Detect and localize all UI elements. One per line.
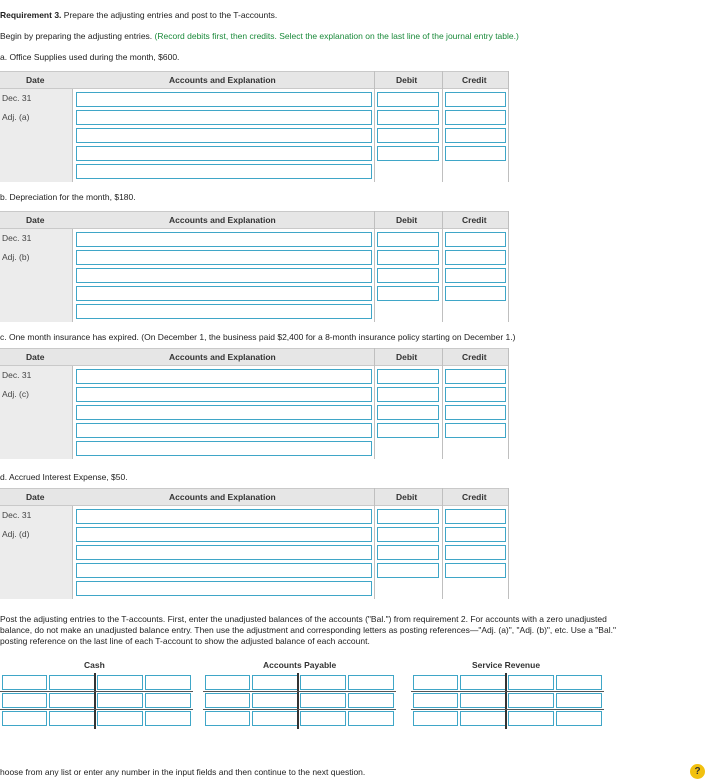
entry-b-ref: Adj. (b) — [2, 252, 30, 262]
taccount-accounts-payable-input[interactable] — [300, 693, 346, 708]
taccount-service-revenue-rule — [411, 691, 604, 692]
taccount-service-revenue-input[interactable] — [556, 711, 602, 726]
header-date: Date — [26, 492, 45, 502]
taccount-cash-input[interactable] — [97, 693, 143, 708]
entry-b-account-input[interactable] — [76, 232, 372, 247]
entry-c-ref: Adj. (c) — [2, 389, 29, 399]
entry-c-date: Dec. 31 — [2, 370, 32, 380]
taccount-cash-input[interactable] — [2, 711, 47, 726]
taccount-cash-input[interactable] — [49, 675, 95, 690]
taccount-accounts-payable-input[interactable] — [205, 711, 250, 726]
taccount-service-revenue-title: Service Revenue — [472, 660, 541, 670]
entry-a-account-input[interactable] — [76, 128, 372, 143]
taccount-cash-title: Cash — [84, 660, 105, 670]
taccount-accounts-payable-input[interactable] — [205, 693, 250, 708]
requirement-heading — [0, 10, 277, 20]
entry-c-account-input[interactable] — [76, 405, 372, 420]
header-date: Date — [26, 75, 45, 85]
entry-d-header — [0, 488, 509, 506]
entry-a-credit-input[interactable] — [445, 128, 506, 143]
entry-d-account-input[interactable] — [76, 581, 372, 596]
entry-d-debit-input[interactable] — [377, 509, 439, 524]
entry-b-header — [0, 211, 509, 229]
header-date: Date — [26, 215, 45, 225]
entry-a-account-input[interactable] — [76, 146, 372, 161]
taccount-accounts-payable-input[interactable] — [252, 675, 298, 690]
footer-instruction: hoose from any list or enter any number in the input fields and then continue to the next question. — [0, 767, 366, 777]
entry-b-account-input[interactable] — [76, 250, 372, 265]
entry-c-debit-input[interactable] — [377, 423, 439, 438]
entry-c-account-input[interactable] — [76, 423, 372, 438]
taccount-service-revenue-input[interactable] — [460, 711, 506, 726]
taccount-service-revenue-input[interactable] — [556, 693, 602, 708]
taccount-cash-input[interactable] — [49, 711, 95, 726]
entry-d-credit-input[interactable] — [445, 545, 506, 560]
entry-d-date: Dec. 31 — [2, 510, 32, 520]
taccount-cash-input[interactable] — [97, 675, 143, 690]
entry-d-credit-input[interactable] — [445, 509, 506, 524]
entry-b-debit-input[interactable] — [377, 232, 439, 247]
post-instructions-line1: Post the adjusting entries to the T-accounts. First, enter the unadjusted balances of the accounts ("Bal.") from requirement 2. For accounts with a zero unadjusted — [0, 614, 607, 624]
instructions — [0, 31, 519, 41]
taccount-cash-input[interactable] — [49, 693, 95, 708]
entry-b-debit-input[interactable] — [377, 250, 439, 265]
entry-c-header — [0, 348, 509, 366]
entry-d-account-input[interactable] — [76, 545, 372, 560]
header-credit: Credit — [462, 215, 487, 225]
entry-d-title: d. Accrued Interest Expense, $50. — [0, 472, 128, 482]
instructions-green: (Record debits first, then credits. Select the explanation on the last line of the journal entry table.) — [154, 31, 519, 41]
entry-a-credit-input[interactable] — [445, 146, 506, 161]
entry-c-credit-input[interactable] — [445, 369, 506, 384]
header-credit: Credit — [462, 492, 487, 502]
entry-b-credit-input[interactable] — [445, 268, 506, 283]
taccount-accounts-payable-input[interactable] — [252, 711, 298, 726]
entry-c-title: c. One month insurance has expired. (On December 1, the business paid $2,400 for a 8-month insurance policy starting on December 1.) — [0, 332, 516, 342]
taccount-accounts-payable-input[interactable] — [300, 711, 346, 726]
entry-d-ref: Adj. (d) — [2, 529, 30, 539]
header-accounts: Accounts and Explanation — [169, 75, 276, 85]
entry-b-title: b. Depreciation for the month, $180. — [0, 192, 136, 202]
entry-c-credit-input[interactable] — [445, 423, 506, 438]
taccount-cash-input[interactable] — [145, 693, 191, 708]
entry-a-account-input[interactable] — [76, 164, 372, 179]
taccount-cash-input[interactable] — [2, 675, 47, 690]
requirement-label: Requirement 3. — [0, 10, 62, 20]
entry-d-account-input[interactable] — [76, 563, 372, 578]
taccount-cash-input[interactable] — [145, 711, 191, 726]
header-credit: Credit — [462, 352, 487, 362]
header-debit: Debit — [396, 352, 418, 362]
taccount-cash-input[interactable] — [145, 675, 191, 690]
entry-b-credit-input[interactable] — [445, 286, 506, 301]
taccount-cash-rule — [0, 691, 193, 692]
entry-a-header — [0, 71, 509, 89]
taccount-accounts-payable-input[interactable] — [300, 675, 346, 690]
taccount-accounts-payable-input[interactable] — [205, 675, 250, 690]
entry-b-account-input[interactable] — [76, 268, 372, 283]
taccount-accounts-payable-input[interactable] — [348, 675, 394, 690]
taccount-service-revenue-input[interactable] — [556, 675, 602, 690]
entry-a-account-input[interactable] — [76, 110, 372, 125]
entry-c-account-input[interactable] — [76, 441, 372, 456]
entry-a-debit-input[interactable] — [377, 146, 439, 161]
entry-b-credit-input[interactable] — [445, 250, 506, 265]
header-accounts: Accounts and Explanation — [169, 215, 276, 225]
entry-a-account-input[interactable] — [76, 92, 372, 107]
entry-a-credit-input[interactable] — [445, 92, 506, 107]
taccount-accounts-payable-input[interactable] — [348, 711, 394, 726]
entry-b-account-input[interactable] — [76, 304, 372, 319]
header-credit: Credit — [462, 75, 487, 85]
taccount-cash-rule — [0, 709, 193, 710]
taccount-service-revenue-input[interactable] — [460, 693, 506, 708]
entry-a-debit-input[interactable] — [377, 128, 439, 143]
entry-c-credit-input[interactable] — [445, 387, 506, 402]
taccount-service-revenue-input[interactable] — [460, 675, 506, 690]
instructions-plain: Begin by preparing the adjusting entries. — [0, 31, 153, 41]
entry-d-debit-input[interactable] — [377, 545, 439, 560]
taccount-accounts-payable-rule — [203, 709, 396, 710]
entry-c-account-input[interactable] — [76, 369, 372, 384]
header-debit: Debit — [396, 215, 418, 225]
entry-d-debit-input[interactable] — [377, 527, 439, 542]
taccount-service-revenue-input[interactable] — [508, 675, 554, 690]
header-accounts: Accounts and Explanation — [169, 492, 276, 502]
entry-d-credit-input[interactable] — [445, 527, 506, 542]
entry-c-debit-input[interactable] — [377, 369, 439, 384]
entry-c-debit-input[interactable] — [377, 387, 439, 402]
entry-d-credit-input[interactable] — [445, 563, 506, 578]
entry-b-account-input[interactable] — [76, 286, 372, 301]
entry-c-credit-input[interactable] — [445, 405, 506, 420]
entry-c-account-input[interactable] — [76, 387, 372, 402]
entry-a-title: a. Office Supplies used during the month, $600. — [0, 52, 180, 62]
taccount-cash-input[interactable] — [2, 693, 47, 708]
entry-b-date: Dec. 31 — [2, 233, 32, 243]
taccount-service-revenue-input[interactable] — [413, 711, 458, 726]
taccount-cash-input[interactable] — [97, 711, 143, 726]
entry-a-ref: Adj. (a) — [2, 112, 30, 122]
header-debit: Debit — [396, 75, 418, 85]
taccount-accounts-payable-title: Accounts Payable — [263, 660, 337, 670]
taccount-service-revenue-divider — [505, 673, 507, 729]
entry-a-credit-input[interactable] — [445, 110, 506, 125]
entry-d-debit-input[interactable] — [377, 563, 439, 578]
help-icon[interactable]: ? — [690, 764, 705, 779]
entry-a-date: Dec. 31 — [2, 93, 32, 103]
entry-d-account-input[interactable] — [76, 509, 372, 524]
taccount-service-revenue-input[interactable] — [508, 711, 554, 726]
taccount-service-revenue-input[interactable] — [413, 693, 458, 708]
taccount-accounts-payable-input[interactable] — [348, 693, 394, 708]
entry-b-debit-input[interactable] — [377, 268, 439, 283]
taccount-service-revenue-input[interactable] — [508, 693, 554, 708]
taccount-accounts-payable-divider — [297, 673, 299, 729]
entry-b-credit-input[interactable] — [445, 232, 506, 247]
taccount-cash-divider — [94, 673, 96, 729]
entry-b-debit-input[interactable] — [377, 286, 439, 301]
header-debit: Debit — [396, 492, 418, 502]
taccount-service-revenue-rule — [411, 709, 604, 710]
post-instructions-line2: balance, do not make an unadjusted balance entry. Then use the adjustment and corresponding letters as posting references—"Adj. (a)", "Adj. (b)", etc. Use a "Bal." — [0, 625, 616, 635]
entry-c-debit-input[interactable] — [377, 405, 439, 420]
entry-d-account-input[interactable] — [76, 527, 372, 542]
taccount-accounts-payable-input[interactable] — [252, 693, 298, 708]
header-date: Date — [26, 352, 45, 362]
requirement-text: Prepare the adjusting entries and post to the T-accounts. — [63, 10, 278, 20]
header-accounts: Accounts and Explanation — [169, 352, 276, 362]
entry-a-debit-input[interactable] — [377, 92, 439, 107]
entry-a-debit-input[interactable] — [377, 110, 439, 125]
taccount-service-revenue-input[interactable] — [413, 675, 458, 690]
taccount-accounts-payable-rule — [203, 691, 396, 692]
post-instructions-line3: posting reference on the last line of each T-account to show the adjusted balance of each account. — [0, 636, 370, 646]
